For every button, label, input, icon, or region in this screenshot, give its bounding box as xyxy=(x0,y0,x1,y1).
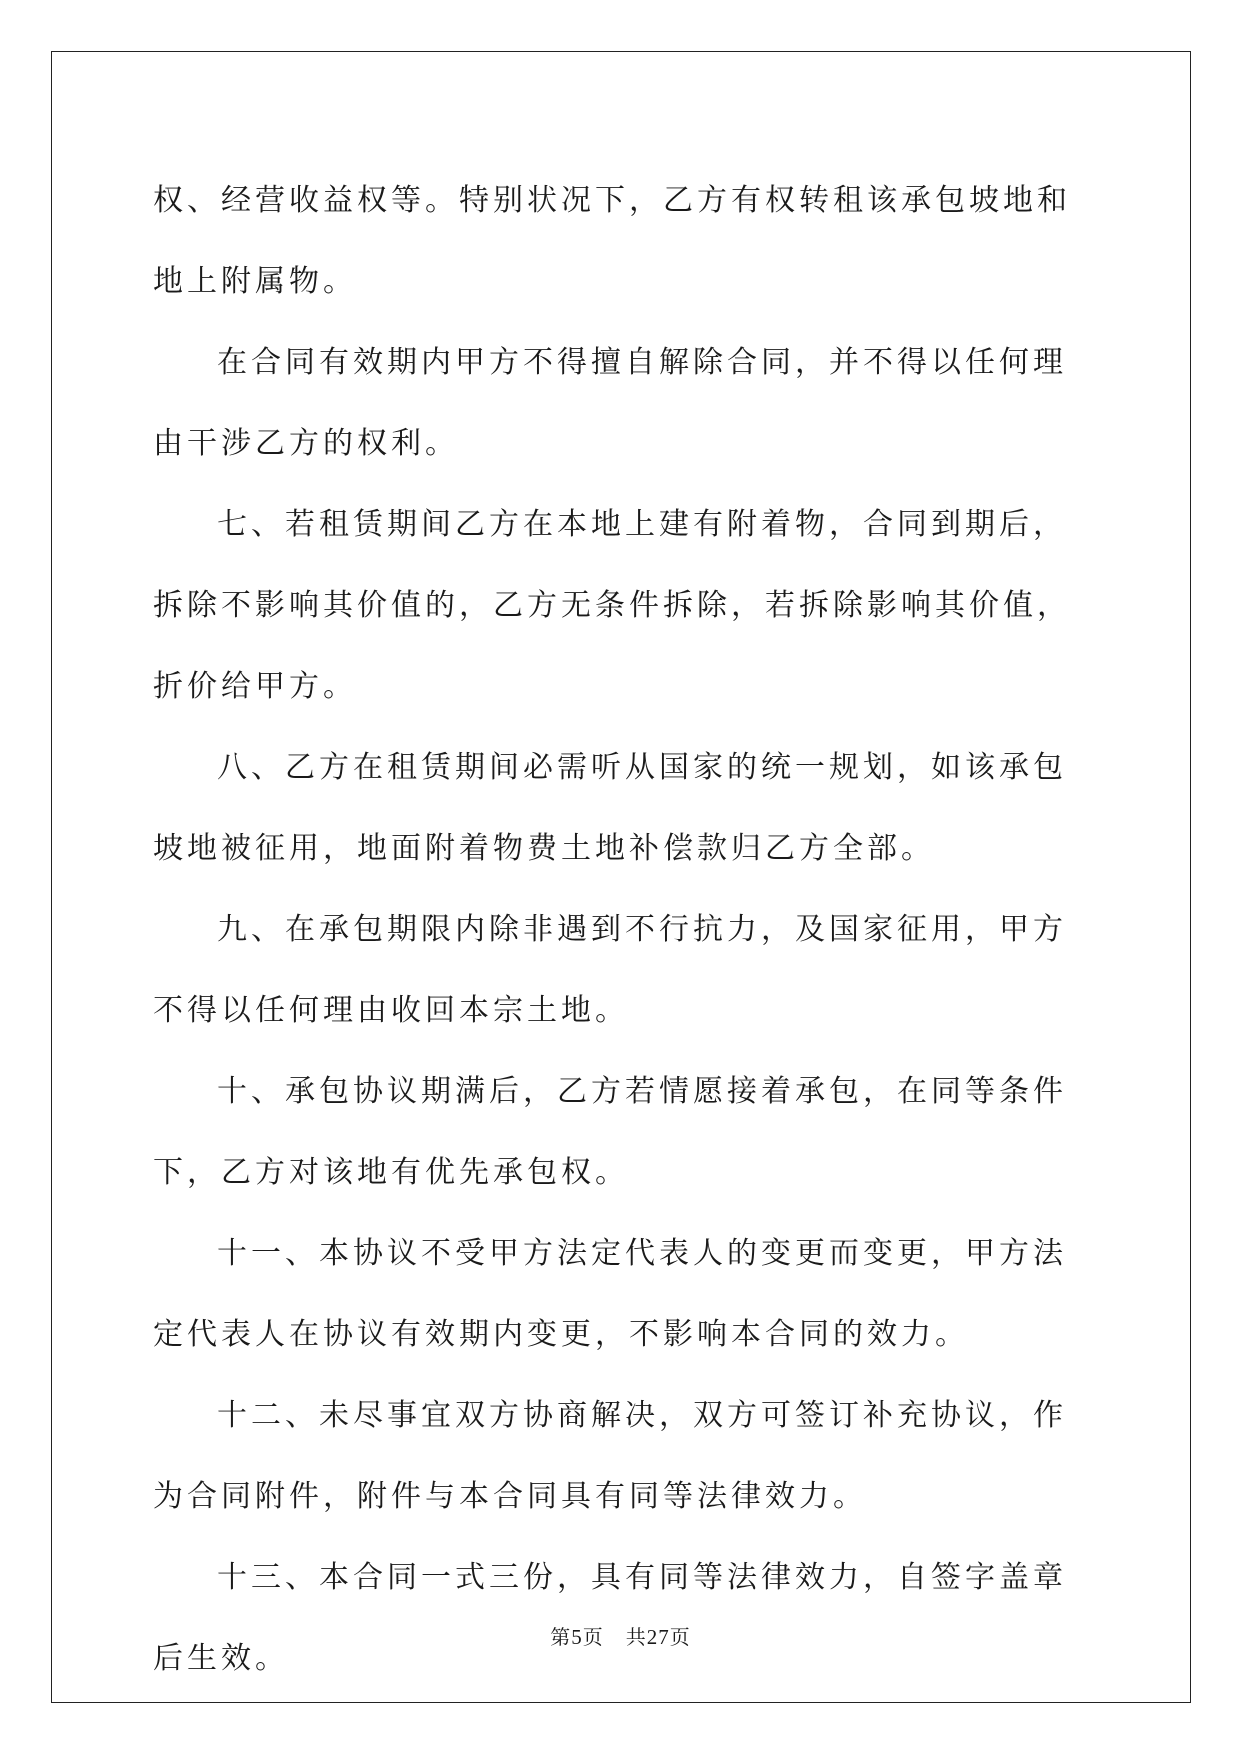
page-footer xyxy=(0,1621,1241,1650)
page-suffix: 页 xyxy=(582,1625,604,1649)
paragraph: 十、承包协议期满后，乙方若情愿接着承包，在同等条件下，乙方对该地有优先承包权。 xyxy=(153,1074,1067,1190)
paragraph: 七、若租赁期间乙方在本地上建有附着物，合同到期后，拆除不影响其价值的，乙方无条件拆除，若拆除影响其价值，折价给甲方。 xyxy=(153,507,1071,704)
total-prefix: 共 xyxy=(625,1625,647,1649)
page-number: 5 xyxy=(571,1625,583,1649)
paragraph: 权、经营收益权等。特别状况下，乙方有权转租该承包坡地和地上附属物。 xyxy=(153,183,1071,299)
paragraph: 在合同有效期内甲方不得擅自解除合同，并不得以任何理由干涉乙方的权利。 xyxy=(153,345,1067,461)
document-body xyxy=(153,160,1093,1699)
page-prefix: 第 xyxy=(550,1625,572,1649)
total-suffix: 页 xyxy=(669,1625,691,1649)
paragraph: 十三、本合同一式三份，具有同等法律效力，自签字盖章后生效。 xyxy=(153,1560,1067,1676)
paragraph: 八、乙方在租赁期间必需听从国家的统一规划，如该承包坡地被征用，地面附着物费土地补偿款归乙方全部。 xyxy=(153,750,1067,866)
total-pages: 27 xyxy=(646,1625,670,1649)
paragraph: 十二、未尽事宜双方协商解决，双方可签订补充协议，作为合同附件，附件与本合同具有同等法律效力。 xyxy=(153,1398,1067,1514)
paragraph: 九、在承包期限内除非遇到不行抗力，及国家征用，甲方不得以任何理由收回本宗土地。 xyxy=(153,912,1067,1028)
paragraph: 十一、本协议不受甲方法定代表人的变更而变更，甲方法定代表人在协议有效期内变更，不影响本合同的效力。 xyxy=(153,1236,1067,1352)
